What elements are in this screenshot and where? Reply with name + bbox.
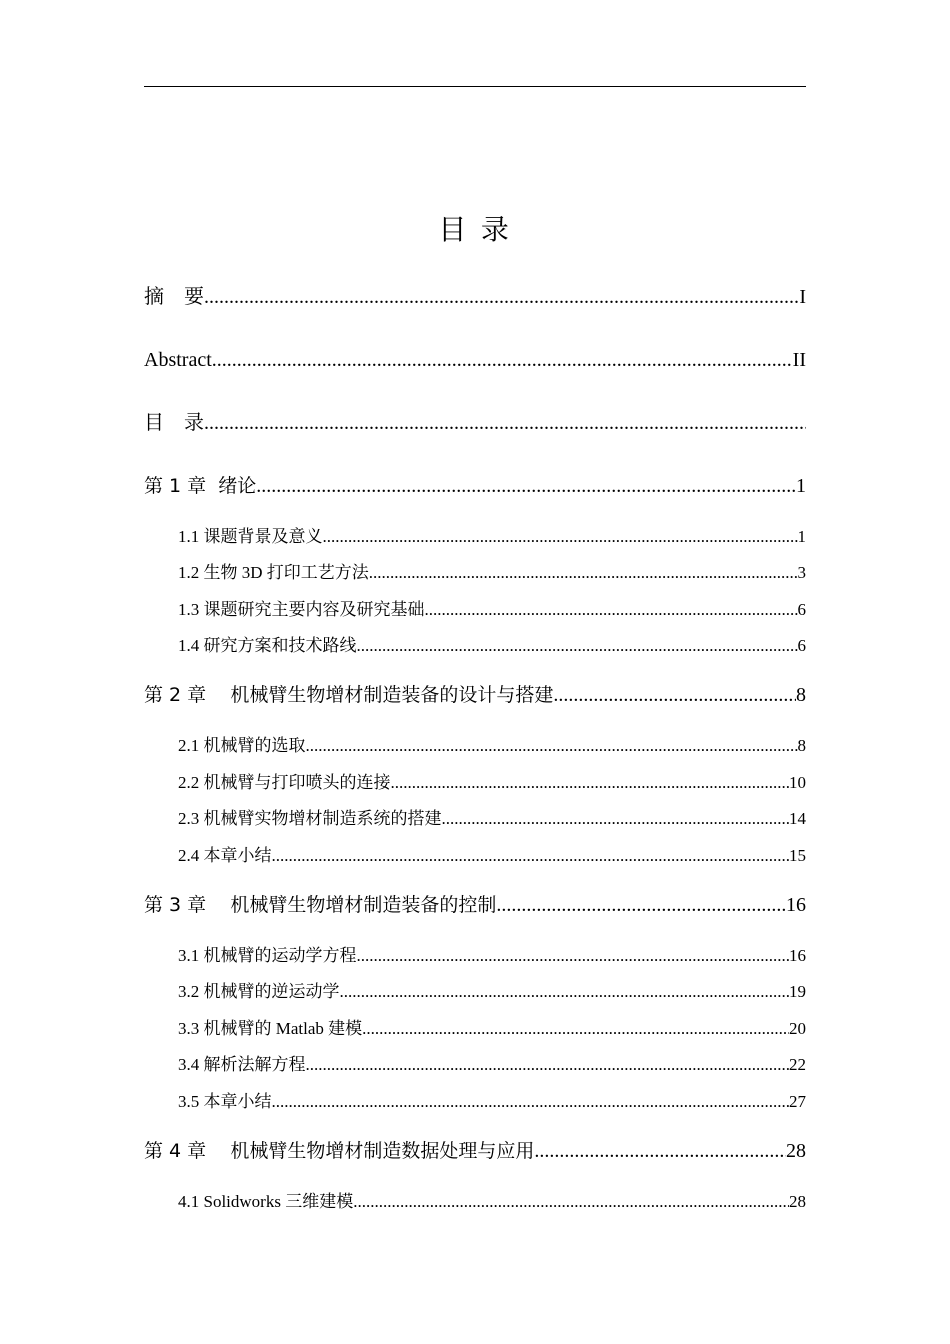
toc-leader [204, 409, 806, 437]
toc-entry-section-2-2[interactable] [178, 771, 806, 795]
toc-leader [204, 283, 799, 311]
toc-entry-section-3-3[interactable] [178, 1017, 806, 1041]
toc-label: 2.2 机械臂与打印喷头的连接 [178, 773, 391, 792]
toc-entry-contents[interactable] [144, 409, 806, 437]
toc-leader [425, 598, 798, 622]
toc-label: 3.5 本章小结 [178, 1092, 272, 1111]
toc-entry-section-4-1[interactable] [178, 1190, 806, 1214]
toc-label: 3.3 机械臂的 Matlab 建模 [178, 1019, 363, 1038]
toc-label: 1.2 生物 3D 打印工艺方法 [178, 563, 369, 582]
toc-label: 3.2 机械臂的逆运动学 [178, 982, 340, 1001]
toc-label: 摘 要 [144, 286, 204, 308]
toc-entry-section-1-3[interactable] [178, 598, 806, 622]
toc-leader [534, 1137, 786, 1165]
toc-entry-section-1-2[interactable] [178, 561, 806, 585]
toc-leader [256, 472, 796, 500]
toc-leader [553, 681, 796, 709]
toc-leader [357, 944, 790, 968]
toc-page: 16 [786, 894, 806, 916]
toc-label: 第 2 章 机械臂生物增材制造装备的设计与搭建 [144, 684, 554, 706]
header-rule [144, 86, 806, 87]
toc-leader [496, 891, 786, 919]
toc-label: 3.1 机械臂的运动学方程 [178, 946, 357, 965]
toc-page: 15 [789, 846, 806, 865]
toc-entry-chapter-2[interactable] [144, 681, 806, 709]
toc-label: 2.4 本章小结 [178, 846, 272, 865]
toc-leader [272, 844, 790, 868]
toc-label: 4.1 Solidworks 三维建模 [178, 1192, 354, 1211]
toc-label: 第 3 章 机械臂生物增材制造装备的控制 [144, 894, 497, 916]
toc-leader [353, 1190, 789, 1214]
toc-entry-section-2-3[interactable] [178, 807, 806, 831]
toc-page: 1 [797, 527, 806, 546]
toc-leader [391, 771, 790, 795]
toc-label: 1.1 课题背景及意义 [178, 527, 323, 546]
toc-leader [212, 346, 793, 374]
toc-page: 19 [789, 982, 806, 1001]
toc-label: 第 1 章 绪论 [144, 475, 257, 497]
toc-label: 1.4 研究方案和技术路线 [178, 636, 357, 655]
toc-page: 28 [789, 1192, 806, 1211]
toc-entry-chapter-4[interactable] [144, 1137, 806, 1165]
toc-leader [442, 807, 790, 831]
toc-page: 8 [796, 684, 806, 706]
toc-label: 3.4 解析法解方程 [178, 1055, 306, 1074]
toc-entry-section-1-4[interactable] [178, 634, 806, 658]
toc-leader [323, 525, 798, 549]
toc-page: 28 [786, 1140, 806, 1162]
toc-page: II [792, 349, 806, 371]
toc-entry-section-3-4[interactable] [178, 1053, 806, 1077]
toc-label: 2.1 机械臂的选取 [178, 736, 306, 755]
toc-entry-section-2-4[interactable] [178, 844, 806, 868]
toc-page: 1 [796, 475, 806, 497]
toc-page: I [799, 286, 806, 308]
toc-page: 16 [789, 946, 806, 965]
toc-page: 10 [789, 773, 806, 792]
toc-page: 3 [797, 563, 806, 582]
toc-label: 1.3 课题研究主要内容及研究基础 [178, 600, 425, 619]
toc-page: 22 [789, 1055, 806, 1074]
toc-page: 27 [789, 1092, 806, 1111]
toc-entry-chapter-3[interactable] [144, 891, 806, 919]
toc-entry-abstract-en[interactable] [144, 346, 806, 374]
toc-leader [272, 1090, 790, 1114]
toc-entry-chapter-1[interactable] [144, 472, 806, 500]
toc-leader [340, 980, 790, 1004]
toc-entry-section-3-1[interactable] [178, 944, 806, 968]
toc-leader [369, 561, 798, 585]
toc-page: 8 [797, 736, 806, 755]
toc-page: 6 [797, 600, 806, 619]
toc-page: 20 [789, 1019, 806, 1038]
page-title: 目 录 [438, 213, 512, 246]
toc-leader [357, 634, 798, 658]
toc-leader [306, 1053, 790, 1077]
toc-entry-section-2-1[interactable] [178, 734, 806, 758]
toc-entry-section-3-5[interactable] [178, 1090, 806, 1114]
toc-label: 2.3 机械臂实物增材制造系统的搭建 [178, 809, 442, 828]
toc-label: Abstract [144, 349, 212, 371]
toc-entry-abstract-cn[interactable] [144, 283, 806, 311]
toc-label: 第 4 章 机械臂生物增材制造数据处理与应用 [144, 1140, 535, 1162]
toc-label: 目 录 [144, 412, 204, 434]
toc-entry-section-3-2[interactable] [178, 980, 806, 1004]
toc-leader [362, 1017, 789, 1041]
toc-entry-section-1-1[interactable] [178, 525, 806, 549]
toc-leader [306, 734, 798, 758]
toc-page: 14 [789, 809, 806, 828]
toc-page: 6 [797, 636, 806, 655]
